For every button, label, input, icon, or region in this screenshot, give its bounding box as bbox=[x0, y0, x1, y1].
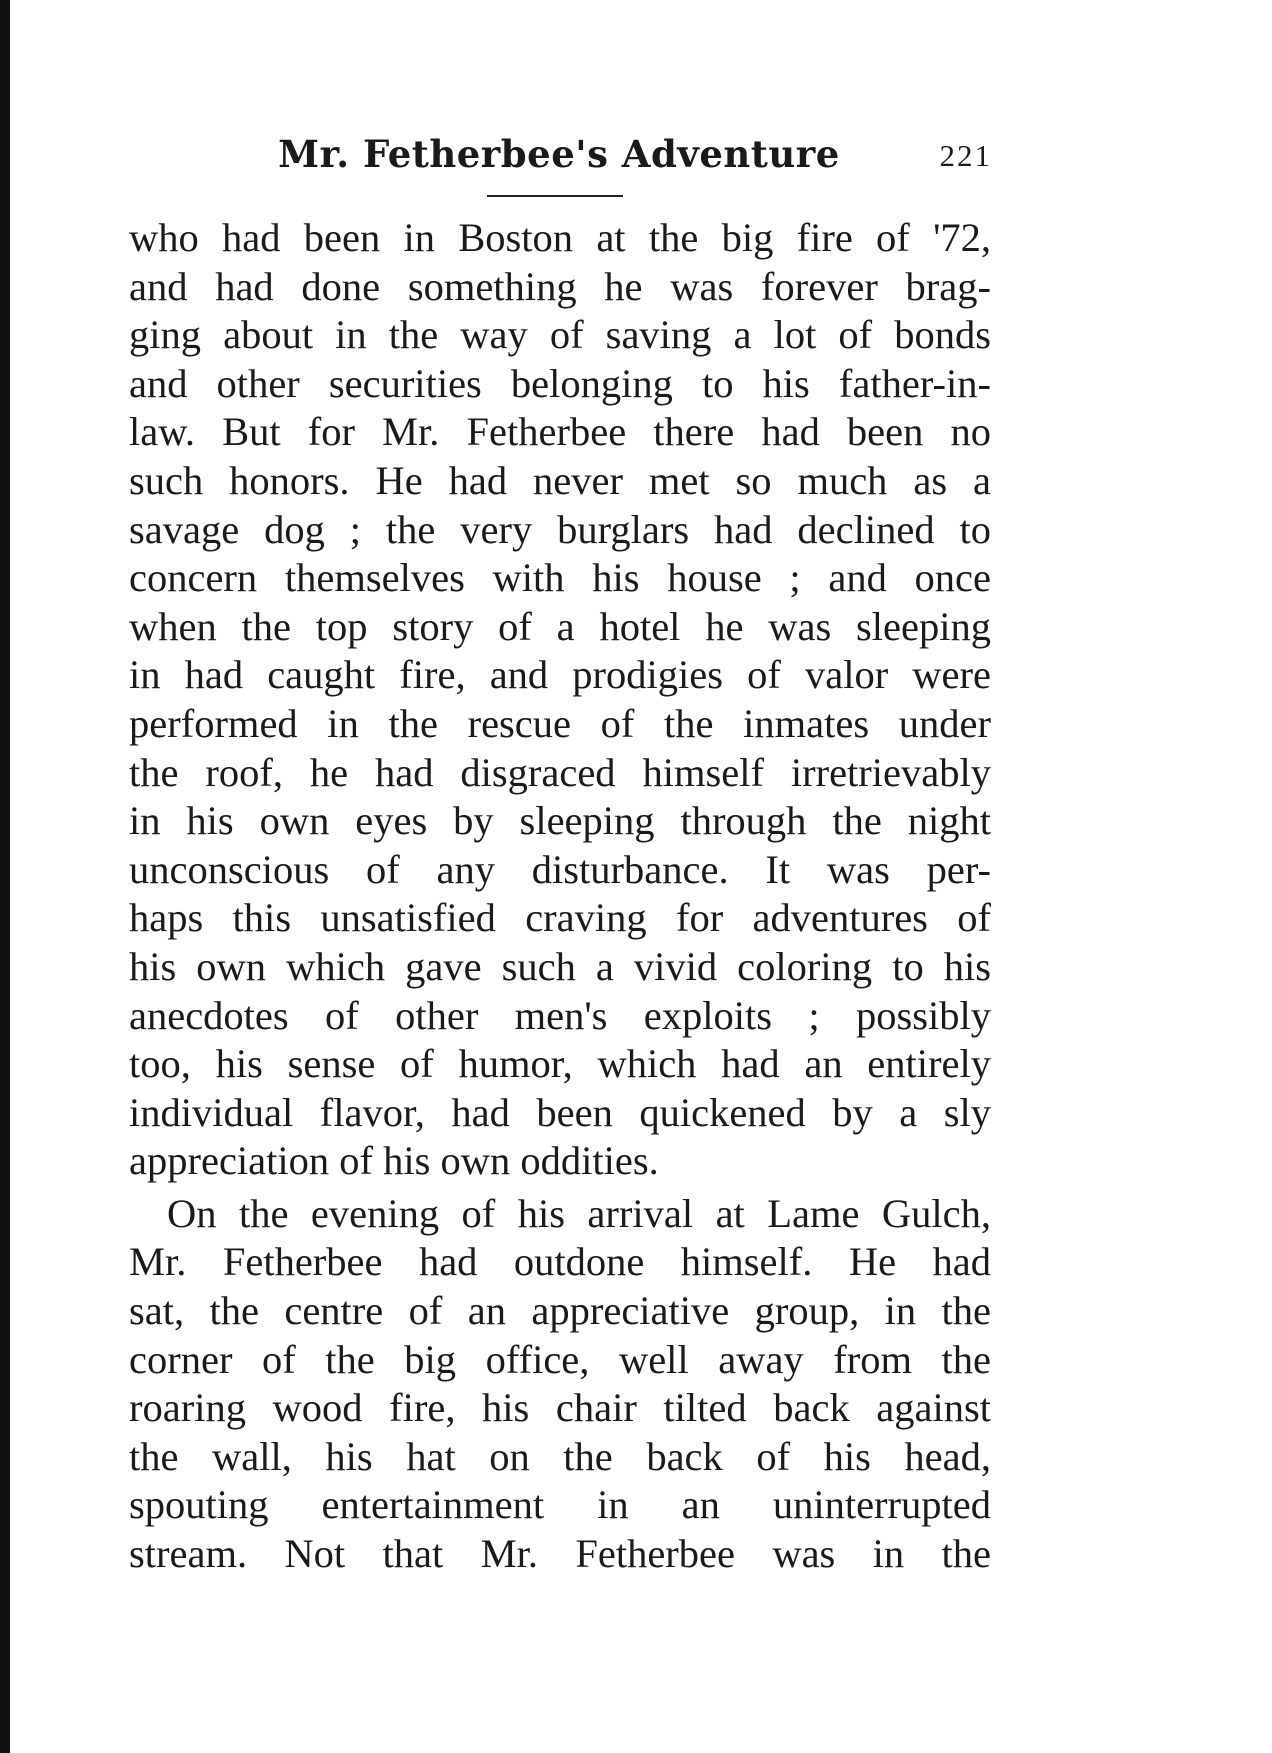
text-line: too, his sense of humor, which had an entirely bbox=[129, 1041, 991, 1087]
text-line: his own which gave such a vivid coloring to his bbox=[129, 943, 991, 989]
text-line: in had caught fire, and prodigies of valor were bbox=[129, 652, 991, 698]
text-line: anecdotes of other men's exploits ; possibly bbox=[129, 992, 991, 1038]
text-line: concern themselves with his house ; and once bbox=[129, 555, 991, 601]
text-line: the wall, his hat on the back of his head, bbox=[129, 1433, 991, 1479]
page-binding-edge bbox=[0, 0, 10, 1753]
text-line: performed in the rescue of the inmates under bbox=[129, 700, 991, 746]
paragraph bbox=[129, 1190, 991, 1579]
text-line: appreciation of his own oddities. bbox=[129, 1138, 659, 1184]
text-line: when the top story of a hotel he was sleeping bbox=[129, 603, 991, 649]
text-line: sat, the centre of an appreciative group, in the bbox=[129, 1288, 991, 1334]
text-line: and had done something he was forever brag- bbox=[129, 263, 991, 309]
text-line: spouting entertainment in an uninterrupted bbox=[129, 1482, 991, 1528]
header-rule bbox=[487, 195, 623, 197]
running-head bbox=[126, 130, 992, 178]
text-line: savage dog ; the very burglars had declined to bbox=[129, 506, 991, 552]
text-line: and other securities belonging to his father-in- bbox=[129, 360, 991, 406]
paragraph bbox=[129, 214, 991, 1186]
running-title: Mr. Fetherbee's Adventure bbox=[278, 132, 840, 176]
text-line: such honors. He had never met so much as a bbox=[129, 457, 991, 503]
page-number: 221 bbox=[939, 138, 992, 173]
text-line: unconscious of any disturbance. It was per- bbox=[129, 846, 991, 892]
text-line: ging about in the way of saving a lot of bonds bbox=[129, 312, 991, 358]
text-line: Mr. Fetherbee had outdone himself. He had bbox=[129, 1239, 991, 1285]
text-line: the roof, he had disgraced himself irretrievably bbox=[129, 749, 991, 795]
text-line: law. But for Mr. Fetherbee there had been no bbox=[129, 409, 991, 455]
text-line: corner of the big office, well away from the bbox=[129, 1336, 991, 1382]
text-line: On the evening of his arrival at Lame Gulch, bbox=[167, 1190, 991, 1236]
text-line: haps this unsatisfied craving for adventures of bbox=[129, 895, 991, 941]
text-line: who had been in Boston at the big fire of '72, bbox=[129, 215, 991, 260]
text-line: individual flavor, had been quickened by a sly bbox=[129, 1089, 991, 1135]
text-line: roaring wood fire, his chair tilted back against bbox=[129, 1385, 991, 1431]
text-line: stream. Not that Mr. Fetherbee was in the bbox=[129, 1531, 991, 1577]
body-text bbox=[129, 214, 991, 1579]
text-line: in his own eyes by sleeping through the night bbox=[129, 798, 991, 844]
